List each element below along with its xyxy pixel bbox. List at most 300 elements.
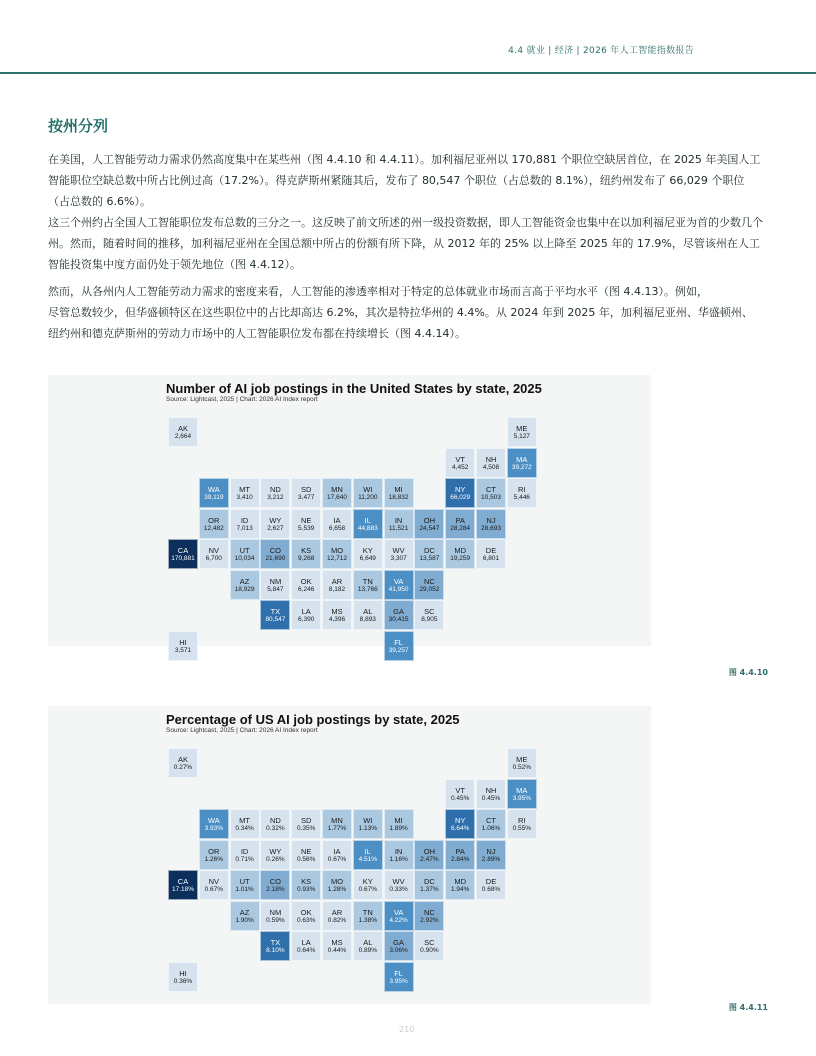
figure-label: 图 4.4.11 <box>728 1003 768 1012</box>
state-abbr: SC <box>424 938 435 947</box>
state-value: 0.45% <box>450 794 470 802</box>
state-value: 39,257 <box>388 646 409 654</box>
state-tile-co <box>260 539 290 569</box>
state-tile-nj <box>476 840 506 870</box>
state-abbr: IL <box>364 846 371 856</box>
state-tile-ks <box>291 539 321 569</box>
state-tile-hi <box>168 631 198 661</box>
state-tile-ny <box>445 478 475 508</box>
state-abbr: AR <box>331 576 343 586</box>
state-value: 0.59% <box>266 916 285 924</box>
state-value: 0.34% <box>235 825 254 832</box>
state-tile-ia <box>322 840 352 870</box>
state-value: 2.92% <box>420 916 439 924</box>
state-value: 0.82% <box>327 916 347 924</box>
state-value: 39,272 <box>511 463 532 471</box>
state-tile-mt <box>230 809 260 839</box>
state-value: 8.10% <box>266 947 285 954</box>
state-tile-in <box>384 840 414 870</box>
state-tile-me <box>507 417 537 447</box>
state-value: 3.93% <box>204 825 224 832</box>
state-tile-ms <box>322 600 352 630</box>
state-tile-nc <box>414 570 444 600</box>
state-abbr: CO <box>269 546 282 555</box>
state-abbr: IN <box>394 846 403 856</box>
state-abbr: ID <box>240 846 249 856</box>
state-tile-wv <box>384 539 414 569</box>
state-abbr: NH <box>485 454 497 464</box>
state-value: 30,415 <box>388 616 409 623</box>
state-abbr: CA <box>177 546 189 555</box>
state-abbr: MS <box>331 938 343 947</box>
state-value: 1.16% <box>389 855 408 863</box>
state-abbr: OK <box>300 576 312 586</box>
state-value: 29,052 <box>419 585 440 593</box>
state-value: 0.67% <box>204 886 224 893</box>
state-abbr: FL <box>394 968 403 978</box>
state-tile-wv <box>384 870 414 900</box>
state-value: 4.22% <box>389 916 408 924</box>
state-value: 10,503 <box>481 494 501 501</box>
state-abbr: CO <box>269 877 282 886</box>
chart-source: Source: Lightcast, 2025 | Chart: 2026 AI Index report <box>166 727 318 734</box>
state-tile-mi <box>384 478 414 508</box>
state-tile-wa <box>199 809 229 839</box>
page-header <box>0 0 816 74</box>
state-abbr: GA <box>393 938 405 947</box>
state-tile-in <box>384 509 414 539</box>
state-abbr: FL <box>394 637 403 647</box>
state-abbr: OK <box>300 907 312 917</box>
paragraph-line: 智能投资集中度方面仍处于领先地位（图 4.4.12）。 <box>48 258 301 271</box>
state-abbr: HI <box>179 637 187 647</box>
state-value: 0.63% <box>296 916 316 924</box>
state-tile-nd <box>260 809 290 839</box>
state-value: 4,452 <box>452 463 469 471</box>
state-tile-ky <box>353 539 383 569</box>
state-abbr: NE <box>300 515 312 525</box>
state-value: 0.44% <box>327 947 347 954</box>
paragraph-line: 州。然而，随着时间的推移，加利福尼亚州在全国总额中所占的份额有所下降，从 2012 年的 25% 以上降至 2025 年的 17.9%，尽管该州在人工 <box>48 237 760 250</box>
state-value: 5,446 <box>513 494 530 501</box>
state-tile-sc <box>414 600 444 630</box>
state-tile-vt <box>445 779 475 809</box>
state-value: 3.95% <box>512 794 532 802</box>
state-abbr: AZ <box>239 907 250 917</box>
state-value: 9,268 <box>298 555 315 562</box>
state-abbr: MS <box>331 607 343 616</box>
state-value: 6,246 <box>298 585 315 593</box>
state-value: 3,410 <box>236 494 253 501</box>
state-value: 3.06% <box>389 947 408 954</box>
state-abbr: SD <box>300 485 312 494</box>
state-value: 4.51% <box>358 855 378 863</box>
state-value: 2.18% <box>266 886 285 893</box>
state-tile-ky <box>353 870 383 900</box>
state-abbr: NE <box>300 846 312 856</box>
state-abbr: ND <box>269 485 281 494</box>
state-value: 24,547 <box>419 524 440 532</box>
state-tile-wy <box>260 509 290 539</box>
state-tile-az <box>230 570 260 600</box>
state-abbr: DE <box>485 877 497 886</box>
state-value: 170,881 <box>171 555 195 562</box>
state-tile-sd <box>291 809 321 839</box>
state-tile-wi <box>353 478 383 508</box>
state-abbr: UT <box>239 877 250 886</box>
chart-percentage-by-state <box>48 706 651 1004</box>
state-abbr: KS <box>301 546 312 555</box>
state-value: 44,883 <box>357 524 378 532</box>
state-abbr: OR <box>208 515 220 525</box>
state-tile-ct <box>476 478 506 508</box>
chart-source: Source: Lightcast, 2025 | Chart: 2026 AI Index report <box>166 396 318 403</box>
state-tile-tx <box>260 600 290 630</box>
state-abbr: DE <box>485 546 497 555</box>
state-tile-wi <box>353 809 383 839</box>
state-abbr: UT <box>239 546 250 555</box>
state-abbr: KS <box>301 877 312 886</box>
state-abbr: MD <box>454 546 467 555</box>
state-value: 1.89% <box>389 825 408 832</box>
state-abbr: NJ <box>486 846 496 856</box>
state-value: 6,649 <box>359 555 376 562</box>
page-number: 210 <box>399 1025 415 1034</box>
state-abbr: CT <box>486 485 496 494</box>
state-abbr: WY <box>269 515 282 525</box>
state-tile-id <box>230 840 260 870</box>
state-value: 0.64% <box>296 947 316 954</box>
state-abbr: DC <box>423 877 435 886</box>
state-abbr: LA <box>301 607 311 616</box>
state-tile-ny <box>445 809 475 839</box>
state-tile-or <box>199 509 229 539</box>
state-value: 2.84% <box>450 855 470 863</box>
state-abbr: VT <box>455 785 465 795</box>
state-value: 10,034 <box>234 555 255 562</box>
state-abbr: AZ <box>239 576 250 586</box>
state-value: 66,029 <box>450 494 471 501</box>
state-tile-ga <box>384 931 414 961</box>
state-abbr: KY <box>362 546 373 555</box>
paragraph-3 <box>48 281 788 344</box>
state-abbr: MN <box>331 816 343 825</box>
state-tile-al <box>353 931 383 961</box>
state-tile-ut <box>230 870 260 900</box>
state-value: 2,627 <box>267 524 284 532</box>
state-abbr: MD <box>454 877 467 886</box>
state-abbr: MI <box>394 485 403 494</box>
state-value: 6.64% <box>450 825 470 832</box>
state-value: 3.95% <box>389 977 408 985</box>
state-abbr: MA <box>516 454 528 464</box>
state-tile-mo <box>322 870 352 900</box>
state-value: 2,664 <box>174 433 192 440</box>
state-value: 5,127 <box>513 433 530 440</box>
state-tile-nh <box>476 448 506 478</box>
state-tile-mn <box>322 809 352 839</box>
state-tile-ms <box>322 931 352 961</box>
state-value: 0.67% <box>358 886 378 893</box>
state-tile-mo <box>322 539 352 569</box>
state-tile-ri <box>507 809 537 839</box>
state-tile-id <box>230 509 260 539</box>
state-value: 39,119 <box>204 494 224 501</box>
state-tile-sd <box>291 478 321 508</box>
state-abbr: IN <box>394 515 403 525</box>
state-tile-sc <box>414 931 444 961</box>
state-tile-wy <box>260 840 290 870</box>
state-abbr: NC <box>423 907 435 917</box>
header-breadcrumb: 4.4 就业 | 经济 | 2026 年人工智能指数报告 <box>508 46 694 56</box>
state-tile-il <box>353 840 383 870</box>
paragraph-line: 智能职位空缺总数中所占比例过高（17.2%）。得克萨斯州紧随其后，发布了 80,547 个职位（占总数的 8.1%），纽约州发布了 66,029 个职位 <box>48 174 745 187</box>
state-tile-dc <box>414 870 444 900</box>
state-value: 12,482 <box>203 524 224 532</box>
state-value: 0.68% <box>481 886 501 893</box>
state-tile-nv <box>199 539 229 569</box>
state-tile-de <box>476 539 506 569</box>
state-value: 4,396 <box>328 616 346 623</box>
state-tile-ia <box>322 509 352 539</box>
state-tile-me <box>507 748 537 778</box>
state-abbr: OH <box>423 846 436 856</box>
state-value: 80,547 <box>265 616 286 623</box>
state-tile-ne <box>291 509 321 539</box>
state-abbr: VT <box>455 454 465 464</box>
state-tile-ok <box>291 901 321 931</box>
section-title: 按州分列 <box>48 117 109 135</box>
chart-count-by-state <box>48 375 651 654</box>
state-abbr: HI <box>179 968 187 978</box>
state-value: 0.52% <box>512 764 532 771</box>
state-value: 6,700 <box>205 555 222 562</box>
state-tile-tx <box>260 931 290 961</box>
state-tile-nd <box>260 478 290 508</box>
state-abbr: NC <box>423 576 435 586</box>
state-abbr: NM <box>269 576 282 586</box>
state-tile-va <box>384 570 414 600</box>
paragraph-line: 纽约州和德克萨斯州的劳动力市场中的人工智能职位发布都在持续增长（图 4.4.14）。 <box>48 327 466 340</box>
state-abbr: SD <box>300 816 312 825</box>
state-tile-ma <box>507 448 537 478</box>
state-tile-oh <box>414 840 444 870</box>
state-tile-az <box>230 901 260 931</box>
state-value: 3,571 <box>174 646 192 654</box>
state-tile-pa <box>445 509 475 539</box>
state-abbr: AR <box>331 907 343 917</box>
paragraph-line: （占总数的 6.6%）。 <box>48 195 151 208</box>
state-abbr: NY <box>454 485 466 494</box>
state-value: 1.94% <box>450 886 470 893</box>
state-tile-ak <box>168 748 198 778</box>
state-value: 7,013 <box>236 524 253 532</box>
state-abbr: PA <box>455 515 465 525</box>
state-tile-ok <box>291 570 321 600</box>
state-abbr: NJ <box>486 515 496 525</box>
state-abbr: TX <box>270 607 281 616</box>
state-abbr: ND <box>269 816 281 825</box>
paragraph-2 <box>48 212 788 275</box>
state-abbr: WI <box>363 485 373 494</box>
state-abbr: ME <box>516 755 528 764</box>
state-abbr: IA <box>333 846 341 856</box>
state-abbr: TX <box>270 938 281 947</box>
figure-label: 图 4.4.10 <box>728 668 768 677</box>
state-abbr: AK <box>177 424 188 433</box>
state-value: 13,766 <box>357 585 378 593</box>
state-abbr: NV <box>208 877 219 886</box>
state-value: 3,477 <box>298 494 315 501</box>
state-value: 0.32% <box>266 825 285 832</box>
state-tile-tn <box>353 901 383 931</box>
state-abbr: IA <box>333 515 341 525</box>
state-tile-ri <box>507 478 537 508</box>
state-abbr: SC <box>424 607 435 616</box>
paragraph-line: 在美国，人工智能劳动力需求仍然高度集中在某些州（图 4.4.10 和 4.4.11）。加利福尼亚州以 170,881 个职位空缺居首位，在 2025 年美国人工 <box>48 153 761 166</box>
state-value: 6,658 <box>328 524 346 532</box>
state-tile-ca <box>168 870 198 900</box>
state-value: 0.55% <box>512 825 532 832</box>
state-tile-il <box>353 509 383 539</box>
state-value: 1.38% <box>358 916 378 924</box>
state-abbr: RI <box>518 816 526 825</box>
state-value: 1.37% <box>420 886 439 893</box>
state-value: 18,832 <box>388 494 409 501</box>
state-abbr: WY <box>269 846 282 856</box>
state-tile-la <box>291 931 321 961</box>
state-value: 0.93% <box>296 886 316 893</box>
state-abbr: OR <box>208 846 220 856</box>
state-tile-nc <box>414 901 444 931</box>
state-abbr: LA <box>301 938 311 947</box>
state-abbr: WA <box>207 816 220 825</box>
state-value: 11,521 <box>388 524 409 532</box>
state-value: 2.89% <box>481 855 501 863</box>
state-abbr: RI <box>518 485 526 494</box>
chart-title: Percentage of US AI job postings by state, 2025 <box>166 712 460 727</box>
state-value: 21,690 <box>265 555 286 562</box>
state-value: 5,539 <box>298 524 315 532</box>
state-value: 0.27% <box>173 764 193 771</box>
state-abbr: OH <box>423 515 436 525</box>
state-abbr: MI <box>394 816 403 825</box>
state-abbr: AK <box>177 755 188 764</box>
state-value: 1.26% <box>204 855 224 863</box>
state-value: 0.45% <box>481 794 501 802</box>
state-value: 0.90% <box>420 947 439 954</box>
state-tile-de <box>476 870 506 900</box>
state-abbr: WI <box>363 816 373 825</box>
state-abbr: CT <box>486 816 496 825</box>
chart-title: Number of AI job postings in the United States by state, 2025 <box>166 381 542 396</box>
state-abbr: WV <box>392 546 405 555</box>
state-tile-fl <box>384 962 414 992</box>
state-value: 8,905 <box>421 616 438 623</box>
state-tile-or <box>199 840 229 870</box>
paragraph-line: 这三个州约占全国人工智能职位发布总数的三分之一。这反映了前文所述的州一级投资数据，即人工智能资金也集中在以加利福尼亚为首的少数几个 <box>48 216 763 229</box>
state-tile-ar <box>322 570 352 600</box>
state-value: 17.18% <box>171 886 195 893</box>
state-abbr: WA <box>207 485 220 494</box>
state-value: 12,712 <box>327 555 347 562</box>
state-abbr: MO <box>330 546 344 555</box>
state-value: 5,847 <box>267 585 284 593</box>
state-value: 0.67% <box>327 855 347 863</box>
state-value: 41,950 <box>388 585 409 593</box>
state-value: 1.01% <box>235 886 254 893</box>
state-abbr: VA <box>393 907 404 917</box>
state-tile-nj <box>476 509 506 539</box>
state-abbr: VA <box>393 576 404 586</box>
state-value: 8,182 <box>328 585 346 593</box>
state-value: 6,390 <box>298 616 315 623</box>
paragraph-1 <box>48 149 788 212</box>
state-abbr: GA <box>393 607 405 616</box>
state-abbr: MA <box>516 785 528 795</box>
state-tile-ut <box>230 539 260 569</box>
state-tile-mn <box>322 478 352 508</box>
state-abbr: DC <box>423 546 435 555</box>
state-tile-hi <box>168 962 198 992</box>
state-value: 1.77% <box>327 825 347 832</box>
state-value: 19,259 <box>450 555 471 562</box>
state-value: 4,508 <box>482 463 500 471</box>
state-abbr: NM <box>269 907 282 917</box>
state-tile-co <box>260 870 290 900</box>
state-abbr: WV <box>392 877 405 886</box>
state-tile-ga <box>384 600 414 630</box>
state-abbr: KY <box>362 877 373 886</box>
state-tile-vt <box>445 448 475 478</box>
state-tile-nm <box>260 570 290 600</box>
state-value: 0.36% <box>173 977 193 985</box>
state-tile-mi <box>384 809 414 839</box>
state-value: 8,893 <box>359 616 376 623</box>
state-value: 17,640 <box>327 494 347 501</box>
state-abbr: IL <box>364 515 371 525</box>
state-tile-ks <box>291 870 321 900</box>
state-tile-md <box>445 539 475 569</box>
state-abbr: ME <box>516 424 528 433</box>
state-tile-ma <box>507 779 537 809</box>
state-value: 0.71% <box>235 855 254 863</box>
state-value: 13,587 <box>419 555 440 562</box>
state-abbr: ID <box>240 515 249 525</box>
state-value: 0.35% <box>296 825 316 832</box>
state-value: 1.90% <box>235 916 254 924</box>
state-abbr: PA <box>455 846 465 856</box>
state-tile-al <box>353 600 383 630</box>
state-tile-wa <box>199 478 229 508</box>
state-value: 28,284 <box>450 524 471 532</box>
state-abbr: MN <box>331 485 343 494</box>
state-tile-dc <box>414 539 444 569</box>
state-value: 1.28% <box>327 886 347 893</box>
state-value: 1.13% <box>358 825 378 832</box>
state-value: 0.33% <box>389 886 408 893</box>
state-tile-tn <box>353 570 383 600</box>
state-abbr: NY <box>454 816 466 825</box>
state-tile-oh <box>414 509 444 539</box>
state-value: 0.89% <box>358 947 378 954</box>
state-tile-nm <box>260 901 290 931</box>
state-tile-la <box>291 600 321 630</box>
state-value: 3,212 <box>267 494 284 501</box>
state-tile-ne <box>291 840 321 870</box>
state-value: 6,801 <box>482 555 500 562</box>
paragraph-line: 尽管总数较少，但华盛顿特区在这些职位中的占比却高达 6.2%，其次是特拉华州的 4.4%。从 2024 年到 2025 年，加利福尼亚州、华盛顿州、 <box>48 306 753 319</box>
